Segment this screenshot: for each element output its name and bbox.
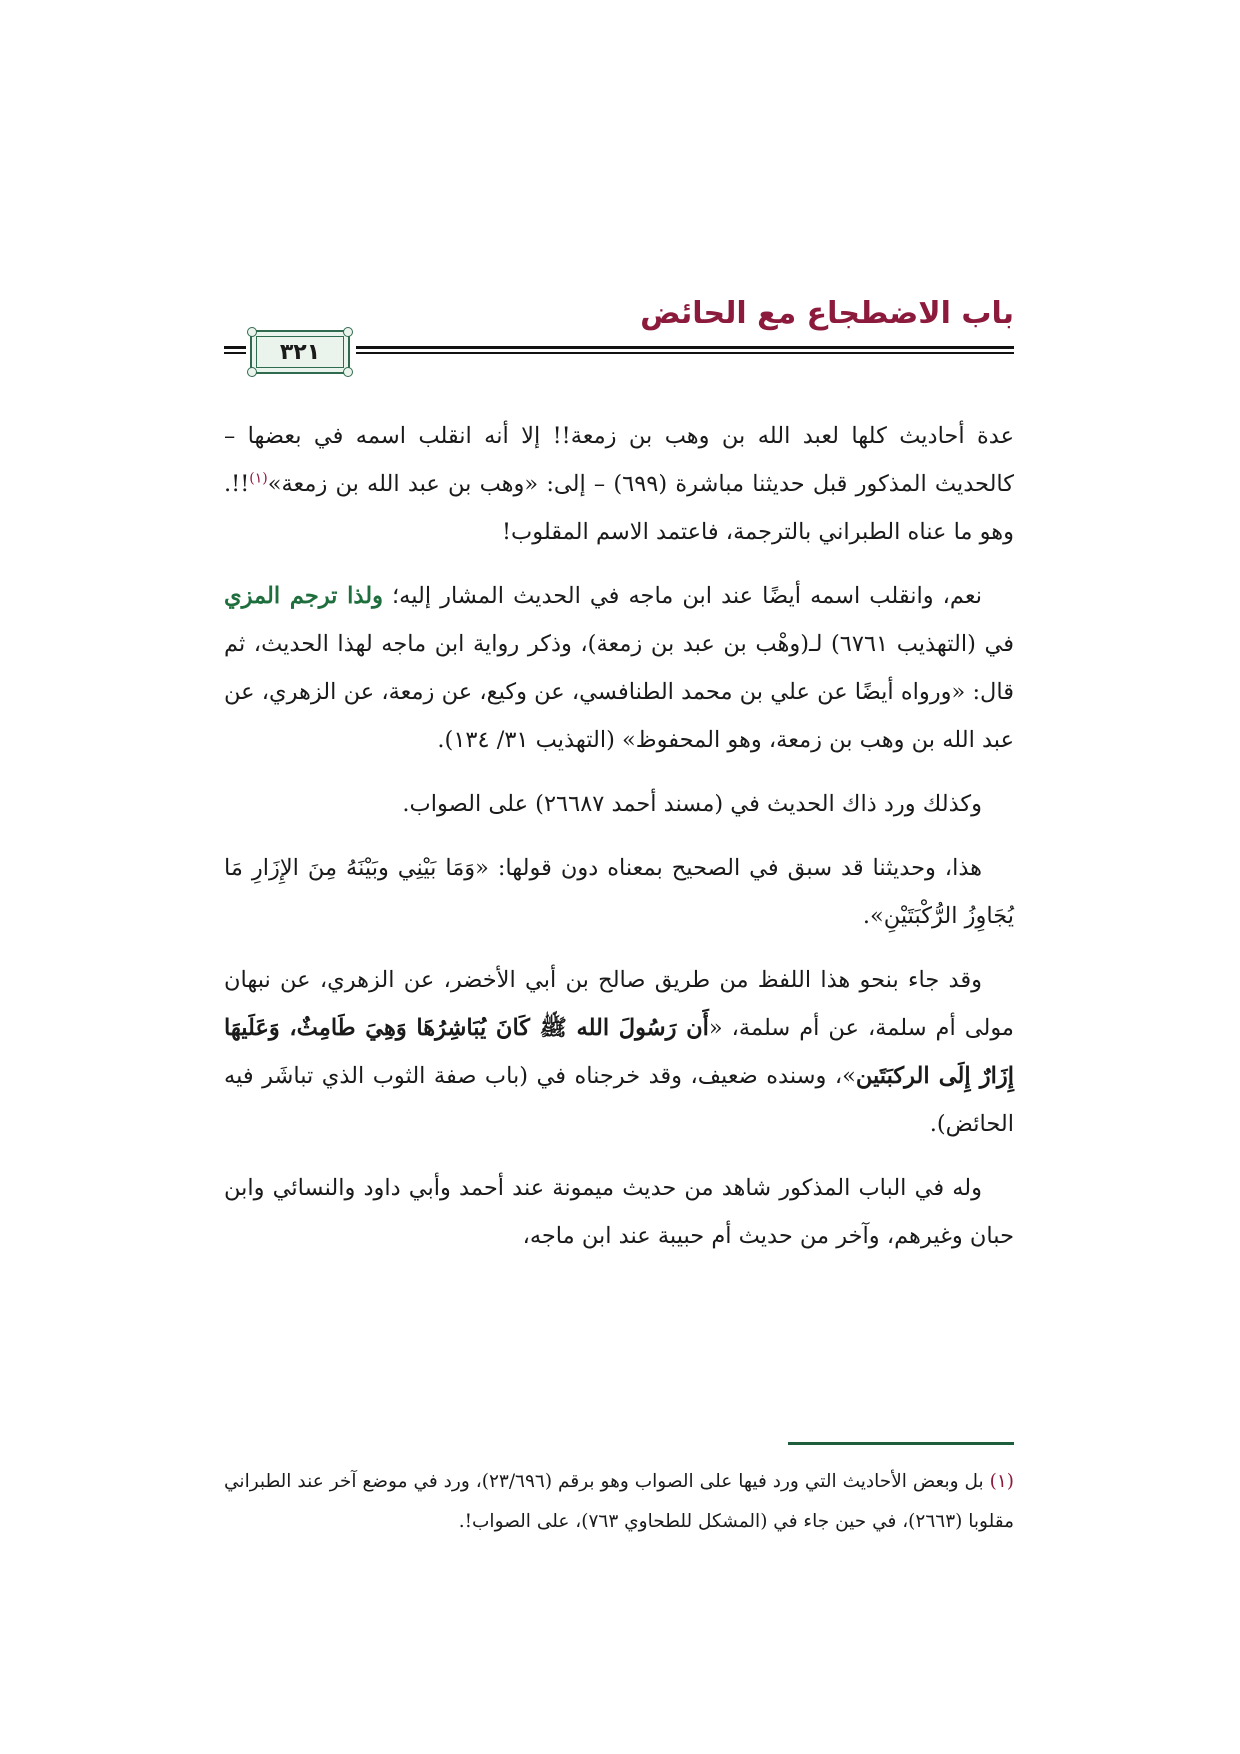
paragraph-2 xyxy=(224,572,1014,764)
paragraph-4: هذا، وحديثنا قد سبق في الصحيح بمعناه دون قولها: «وَمَا بَيْنِي وبَيْنَهُ مِنَ الإِزَارِ مَا يُجَاوِزُ الرُّكْبَتَيْنِ». xyxy=(224,855,1014,929)
ornament-icon xyxy=(247,367,257,377)
paragraph-text: عدة أحاديث كلها لعبد الله بن وهب بن زمعة!! إلا أنه انقلب اسمه في بعضها – كالحديث المذكور قبل حديثنا مباشرة (٦٩٩) – إلى: «وهب بن عبد الله بن زمعة» xyxy=(224,423,1014,497)
page-number: ٣٢١ xyxy=(279,339,321,365)
paragraph-3: وكذلك ورد ذاك الحديث في (مسند أحمد ٢٦٦٨٧) على الصواب. xyxy=(402,791,982,817)
footnote-reference[interactable]: (١) xyxy=(249,470,268,487)
page-number-frame xyxy=(250,330,350,374)
paragraph-text: !!. وهو ما عناه الطبراني بالترجمة، فاعتمد الاسم المقلوب! xyxy=(224,471,1014,545)
page-header xyxy=(224,296,1014,386)
paragraph-6: وله في الباب المذكور شاهد من حديث ميمونة عند أحمد وأبي داود والنسائي وابن حبان وغيرهم، وآخر من حديث أم حبيبة عند ابن ماجه، xyxy=(224,1175,1014,1249)
paragraph-text: في (التهذيب ٦٧٦١) لـ(وهْب بن عبد بن زمعة)، وذكر رواية ابن ماجه لهذا الحديث، ثم قال: «ورواه أيضًا عن علي بن محمد الطنافسي، عن وكيع، عن زمعة، عن الزهري، عن عبد الله بن وهب بن زمعة، وهو المحفوظ» (التهذيب ٣١/ ١٣٤). xyxy=(224,631,1014,753)
main-text xyxy=(224,412,1014,1276)
footnote xyxy=(224,1462,1014,1542)
ornament-icon xyxy=(247,327,257,337)
paragraph-1 xyxy=(224,412,1014,556)
footnote-divider xyxy=(788,1442,1014,1445)
paragraph-text: نعم، وانقلب اسمه أيضًا عند ابن ماجه في الحديث المشار إليه؛ xyxy=(382,583,982,609)
paragraph-text: »، وسنده ضعيف، وقد خرجناه في (باب صفة الثوب الذي تباشَر فيه الحائض). xyxy=(224,1063,1014,1137)
footnote-marker: (١) xyxy=(989,1471,1014,1492)
highlighted-phrase: ولذا ترجم المزي xyxy=(224,583,383,609)
hadith-quote: أَن رَسُولَ الله ﷺ كَانَ يُبَاشِرُهَا وَهِيَ طَامِثٌ، وَعَلَيهَا إِزَارٌ إِلَى الركبَتَين xyxy=(224,1015,1014,1089)
paragraph-5 xyxy=(224,956,1014,1148)
header-rule-left xyxy=(224,346,246,354)
header-rule-right xyxy=(356,346,1014,354)
footnote-text: بل وبعض الأحاديث التي ورد فيها على الصواب وهو برقم (٢٣/٦٩٦)، ورد في موضع آخر عند الطبراني مقلوبا (٢٦٦٣)، في حين جاء في (المشكل للطحاوي ٧٦٣)، على الصواب!. xyxy=(224,1471,1014,1532)
paragraph-text: وقد جاء بنحو هذا اللفظ من طريق صالح بن أبي الأخضر، عن الزهري، عن نبهان مولى أم سلمة، عن أم سلمة، « xyxy=(224,967,1014,1041)
ornament-icon xyxy=(343,327,353,337)
chapter-title: باب الاضطجاع مع الحائض xyxy=(640,296,1014,331)
ornament-icon xyxy=(343,367,353,377)
